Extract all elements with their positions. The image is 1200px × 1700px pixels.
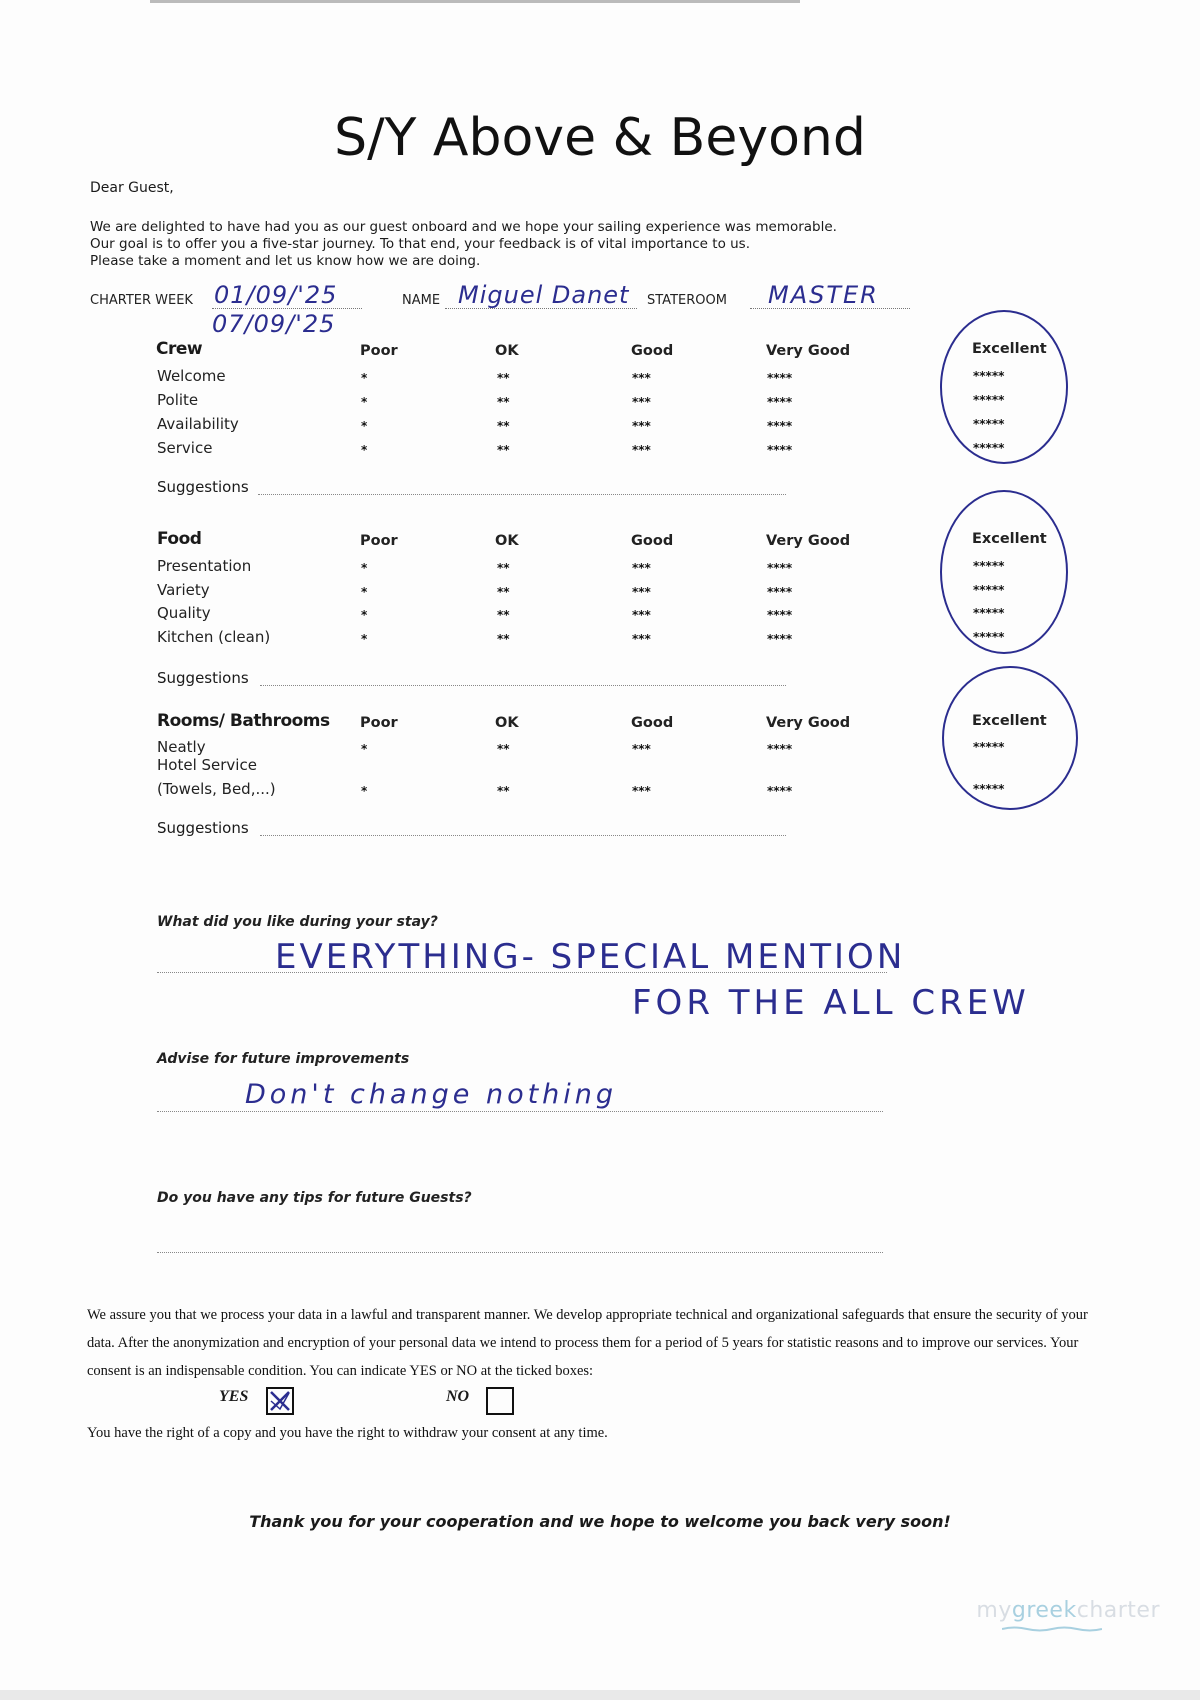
rating-good[interactable]: *** — [632, 742, 651, 756]
liked-answer-field[interactable]: EVERYTHING- SPECIAL MENTION — [275, 937, 906, 977]
rating-ok[interactable]: ** — [497, 395, 510, 409]
privacy-paragraph: We assure you that we process your data in a lawful and transparent manner. We develop appropriate technical and organizational safeguards that ensure the security of your data. After the anonymization and encryption of your personal data we intend to process them for a period of 5 years for statistic reasons and to improve our services. Your consent is an indispensable condition. You can indicate YES or NO at the ticked boxes: — [87, 1307, 1088, 1379]
checked-x-icon — [268, 1389, 292, 1413]
charter-week-field[interactable]: 01/09/'25 — [214, 281, 338, 309]
intro-line: Please take a moment and let us know how we are doing. — [90, 253, 481, 269]
watermark-part: greek — [1011, 1598, 1077, 1623]
rating-excellent[interactable]: ***** — [973, 393, 1005, 407]
row-label: Quality — [157, 604, 211, 622]
rating-good[interactable]: *** — [632, 632, 651, 646]
col-good: Good — [631, 715, 674, 731]
rating-poor[interactable]: * — [361, 419, 368, 433]
row-label: Availability — [157, 415, 239, 433]
rating-very-good[interactable]: **** — [767, 419, 793, 433]
scan-edge — [0, 1690, 1200, 1700]
rating-poor[interactable]: * — [361, 585, 368, 599]
rating-ok[interactable]: ** — [497, 585, 510, 599]
advise-answer-field[interactable]: Don't change nothing — [245, 1079, 618, 1110]
rating-very-good[interactable]: **** — [767, 395, 793, 409]
rating-poor[interactable]: * — [361, 561, 368, 575]
col-good: Good — [631, 343, 674, 359]
tips-answer-line[interactable] — [157, 1252, 883, 1253]
section-heading: Crew — [156, 339, 203, 359]
row-label: Variety — [157, 581, 210, 599]
row-label: Service — [157, 439, 213, 457]
rating-ok[interactable]: ** — [497, 443, 510, 457]
rating-good[interactable]: *** — [632, 419, 651, 433]
yes-label: YES — [219, 1388, 249, 1405]
form-title: S/Y Above & Beyond — [334, 108, 866, 168]
rating-poor[interactable]: * — [361, 784, 368, 798]
rating-good[interactable]: *** — [632, 371, 651, 385]
watermark-part: my — [976, 1598, 1012, 1623]
name-field[interactable]: Miguel Danet — [458, 281, 630, 309]
rating-ok[interactable]: ** — [497, 632, 510, 646]
col-excellent: Excellent — [972, 531, 1047, 547]
row-label: Welcome — [157, 367, 226, 385]
rating-good[interactable]: *** — [632, 784, 651, 798]
yes-checkbox[interactable] — [266, 1387, 294, 1415]
rating-excellent[interactable]: ***** — [973, 740, 1005, 754]
rating-very-good[interactable]: **** — [767, 585, 793, 599]
watermark-part: charter — [1076, 1598, 1160, 1623]
rating-good[interactable]: *** — [632, 585, 651, 599]
excellent-circle-mark — [940, 490, 1068, 654]
rating-excellent[interactable]: ***** — [973, 583, 1005, 597]
tips-question: Do you have any tips for future Guests? — [157, 1190, 472, 1206]
rating-very-good[interactable]: **** — [767, 608, 793, 622]
col-ok: OK — [495, 715, 519, 731]
rating-very-good[interactable]: **** — [767, 561, 793, 575]
col-ok: OK — [495, 533, 519, 549]
row-label: Kitchen (clean) — [157, 628, 271, 646]
rating-good[interactable]: *** — [632, 561, 651, 575]
intro-line: We are delighted to have had you as our guest onboard and we hope your sailing experience was memorable. — [90, 219, 837, 235]
name-label: NAME — [402, 293, 441, 308]
rating-poor[interactable]: * — [361, 371, 368, 385]
rating-very-good[interactable]: **** — [767, 784, 793, 798]
rating-ok[interactable]: ** — [497, 742, 510, 756]
rating-poor[interactable]: * — [361, 742, 368, 756]
rating-poor[interactable]: * — [361, 443, 368, 457]
intro-text — [90, 219, 950, 270]
suggestions-input-line[interactable] — [260, 685, 786, 686]
stateroom-field[interactable]: MASTER — [768, 281, 879, 309]
rating-excellent[interactable]: ***** — [973, 417, 1005, 431]
rating-good[interactable]: *** — [632, 608, 651, 622]
section-heading: Rooms/ Bathrooms — [157, 711, 330, 731]
suggestions-label: Suggestions — [157, 819, 249, 837]
rating-ok[interactable]: ** — [497, 419, 510, 433]
col-poor: Poor — [360, 343, 398, 359]
watermark-logo — [976, 1598, 1160, 1623]
intro-line: Our goal is to offer you a five-star journey. To that end, your feedback is of vital importance to us. — [90, 236, 751, 252]
rating-ok[interactable]: ** — [497, 784, 510, 798]
suggestions-input-line[interactable] — [258, 494, 786, 495]
rating-excellent[interactable]: ***** — [973, 559, 1005, 573]
rating-good[interactable]: *** — [632, 395, 651, 409]
excellent-circle-mark — [940, 310, 1068, 464]
rating-excellent[interactable]: ***** — [973, 606, 1005, 620]
rating-excellent[interactable]: ***** — [973, 782, 1005, 796]
rights-text: You have the right of a copy and you have the right to withdraw your consent at any time. — [87, 1425, 608, 1441]
suggestions-label: Suggestions — [157, 669, 249, 687]
row-label: Presentation — [157, 557, 252, 575]
rating-very-good[interactable]: **** — [767, 632, 793, 646]
row-label: (Towels, Bed,...) — [157, 780, 276, 798]
excellent-circle-mark — [942, 666, 1078, 810]
rating-ok[interactable]: ** — [497, 608, 510, 622]
greeting: Dear Guest, — [90, 180, 174, 196]
col-very-good: Very Good — [766, 533, 851, 549]
no-label: NO — [446, 1388, 470, 1405]
liked-question: What did you like during your stay? — [157, 914, 438, 930]
col-excellent: Excellent — [972, 341, 1047, 357]
row-label: Neatly — [157, 738, 206, 756]
advise-question: Advise for future improvements — [157, 1051, 410, 1067]
row-label: Polite — [157, 391, 199, 409]
rating-excellent[interactable]: ***** — [973, 369, 1005, 383]
rating-excellent[interactable]: ***** — [973, 441, 1005, 455]
wave-icon — [1002, 1626, 1102, 1632]
row-label: Hotel Service — [157, 756, 257, 774]
rating-ok[interactable]: ** — [497, 561, 510, 575]
thank-you-message: Thank you for your cooperation and we hope to welcome you back very soon! — [249, 1512, 951, 1531]
section-heading: Food — [157, 529, 202, 549]
scan-edge — [150, 0, 800, 3]
col-ok: OK — [495, 343, 519, 359]
rating-very-good[interactable]: **** — [767, 443, 793, 457]
rating-poor[interactable]: * — [361, 632, 368, 646]
rating-very-good[interactable]: **** — [767, 371, 793, 385]
no-checkbox[interactable] — [486, 1387, 514, 1415]
rating-poor[interactable]: * — [361, 608, 368, 622]
rating-excellent[interactable]: ***** — [973, 630, 1005, 644]
col-good: Good — [631, 533, 674, 549]
liked-answer-field-2[interactable]: FOR THE ALL CREW — [632, 983, 1030, 1023]
col-poor: Poor — [360, 715, 398, 731]
charter-week-end: 07/09/'25 — [212, 310, 336, 338]
charter-week-label: CHARTER WEEK — [90, 293, 193, 308]
col-excellent: Excellent — [972, 713, 1047, 729]
suggestions-label: Suggestions — [157, 478, 249, 496]
suggestions-input-line[interactable] — [260, 835, 786, 836]
col-poor: Poor — [360, 533, 398, 549]
rating-good[interactable]: *** — [632, 443, 651, 457]
col-very-good: Very Good — [766, 343, 851, 359]
rating-ok[interactable]: ** — [497, 371, 510, 385]
charter-header — [90, 280, 910, 312]
col-very-good: Very Good — [766, 715, 851, 731]
rating-poor[interactable]: * — [361, 395, 368, 409]
rating-very-good[interactable]: **** — [767, 742, 793, 756]
advise-answer-line — [157, 1111, 883, 1112]
stateroom-label: STATEROOM — [647, 293, 727, 308]
